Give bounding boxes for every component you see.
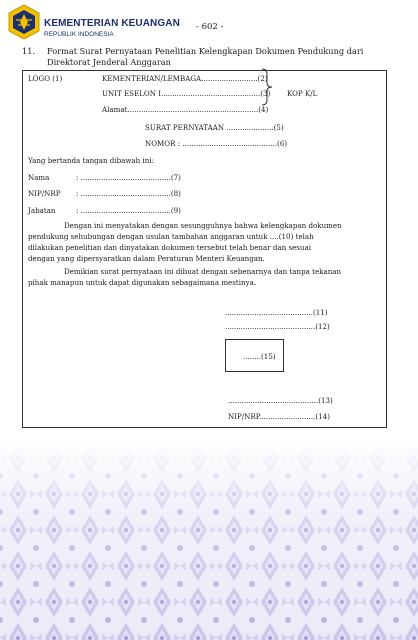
batik-pattern-background [0, 440, 418, 640]
letter-template-box [22, 70, 387, 428]
signature-position: ........................................(12) [225, 322, 330, 331]
field-label-nip: NIP/NRP [28, 189, 61, 198]
body-paragraph-2-line-2: pihak manapun untuk dapat digunakan sebagaimana mestinya. [28, 278, 257, 287]
ministry-emblem-icon [6, 4, 42, 40]
section-title: Format Surat Pernyataan Penelitian Kelengkapan Dokumen Pendukung dari Direktorat Jenderal Anggaran [47, 46, 364, 67]
signature-name: ........................................(13) [228, 396, 333, 405]
field-label-nama: Nama [28, 173, 50, 182]
letterhead-ministry: KEMENTERIAN/LEMBAGA.........................(2) [102, 74, 268, 83]
stamp-box [225, 339, 284, 372]
body-paragraph-1-line-2: pendukung sehubungan dengan usulan tambahan anggaran untuk ....(10) telah [28, 232, 314, 241]
body-paragraph-1-line-1: Dengan ini menyatakan dengan sesungguhnya bahwa kelengkapan dokumen [64, 221, 342, 230]
field-value-nip: : ........................................(8) [76, 189, 181, 198]
stamp-placeholder: ........(15) [243, 352, 276, 361]
letterhead-address: Alamat..........................................................(4) [102, 105, 269, 114]
signature-nip: NIP/NRP.........................(14) [228, 412, 330, 421]
signatory-intro: Yang bertanda tangan dibawah ini: [28, 156, 154, 165]
org-subtitle: REPUBLIK INDONESIA [44, 31, 114, 38]
field-label-jabatan: Jabatan [28, 206, 56, 215]
section-number: 11. [22, 46, 36, 56]
org-name: KEMENTERIAN KEUANGAN [44, 18, 180, 29]
signature-place-date: ...............,.......................(11) [225, 308, 328, 317]
letterhead-unit: UNIT ESELON I............................................(3) [102, 89, 271, 98]
letterhead-logo-label: LOGO (1) [28, 74, 63, 83]
kop-label: KOP K/L [287, 89, 318, 98]
right-brace-icon [261, 68, 273, 106]
field-value-jabatan: : ........................................(9) [76, 206, 181, 215]
field-value-nama: : ........................................(7) [76, 173, 181, 182]
statement-number: NOMOR : ..........................................(6) [145, 139, 288, 148]
page-number: - 602 - [196, 22, 224, 32]
statement-title: SURAT PERNYATAAN .....................(5) [145, 123, 284, 132]
body-paragraph-1-line-3: dilakukan penelitian dan dinyatakan dokumen tersebut telah benar dan sesuai [28, 243, 311, 252]
body-paragraph-1-line-4: dengan yang dipersyaratkan dalam Peraturan Menteri Keuangan. [28, 254, 265, 263]
body-paragraph-2-line-1: Demikian surat pernyataan ini dibuat dengan sebenarnya dan tanpa tekanan [64, 267, 342, 276]
